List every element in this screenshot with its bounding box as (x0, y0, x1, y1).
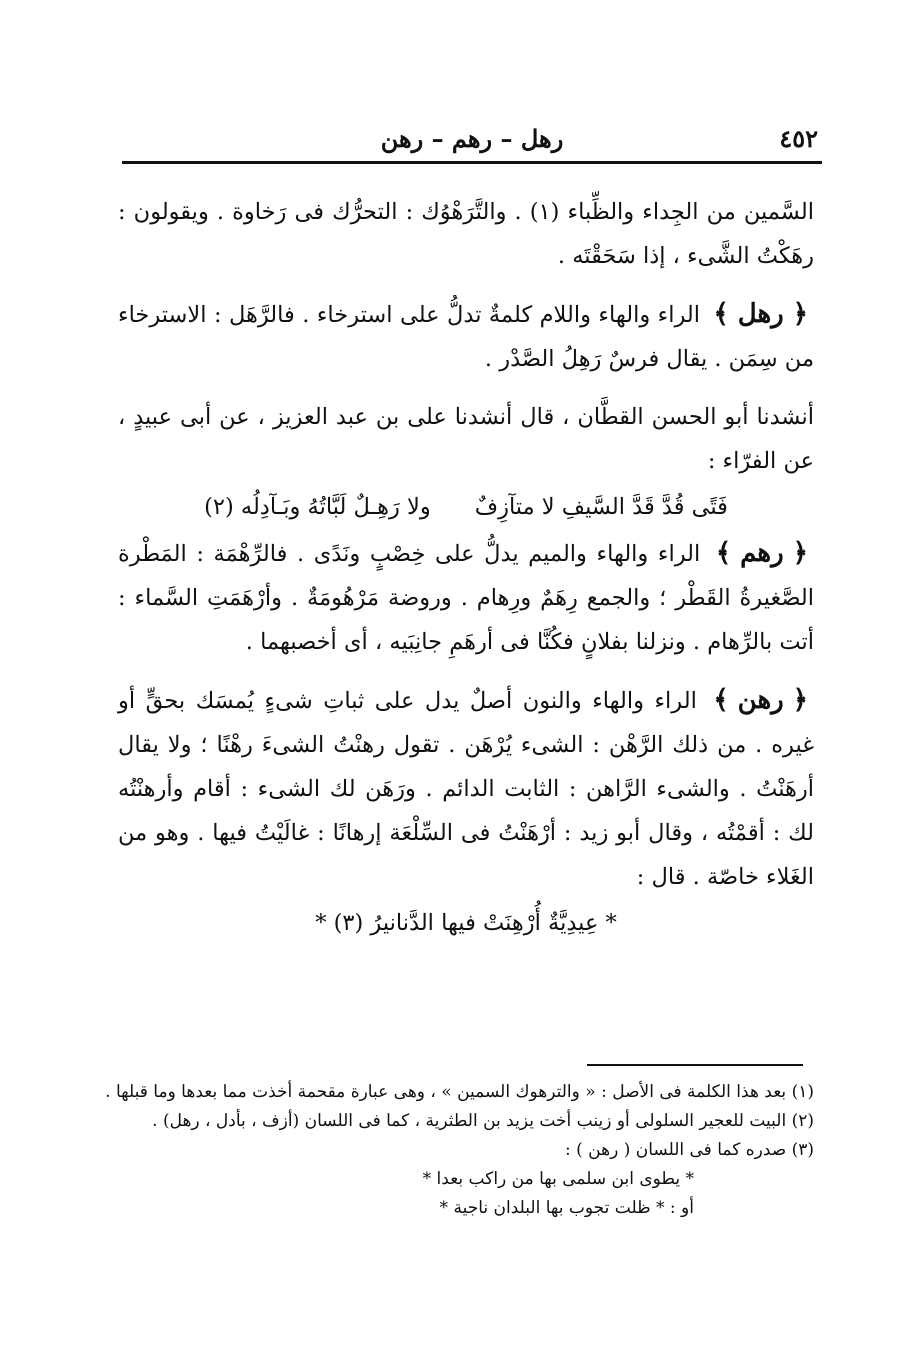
paragraph-3: أنشدنا أبو الحسن القطَّان ، قال أنشدنا على بن عبد العزيز ، عن أبى عبيدٍ ، عن الفرّاء : (118, 404, 814, 474)
entry-heading-rahl: ﴿ رهل ﴾ (713, 299, 808, 329)
page-number: ٤٥٢ (779, 124, 818, 153)
entry-heading-raham: ﴿ رهم ﴾ (715, 538, 808, 568)
entry-rahl-text: الراء والهاء واللام كلمةٌ تدلُّ على استرخاء . فالرَّهَل : الاسترخاء من سِمَن . يقال فرسٌ رَهِلُ الصَّدْر . (118, 302, 814, 372)
footnote-2: (٢) البيت للعجير السلولى أو زينب أخت يزيد بن الطثرية ، كما فى اللسان (أزف ، بأدل ، رهل) . (152, 1111, 814, 1131)
footnote-3: (٣) صدره كما فى اللسان ( رهن ) : (565, 1140, 814, 1160)
running-title: رهل – رهم – رهن (380, 124, 564, 153)
footnote-3-verse-2-line (104, 1194, 814, 1223)
header-rule (122, 161, 822, 164)
verse-1-hemistich-b: ولا رَهِـلٌ لَبَّاتُهُ وبَـآدِلُه (٢) (204, 494, 431, 520)
verse-1-hemistich-a: فَتًى قُدَّ قَدَّ السَّيفِ لا متآزِفٌ (474, 494, 728, 520)
entry-rahn-text: الراء والهاء والنون أصلٌ يدل على ثباتِ شىءٍ يُمسَك بحقٍّ أو غيره . من ذلك الرَّهْن : الشىء يُرْهَن . تقول رهنْتُ الشىءَ رهْنًا ؛ ولا يقال أرهَنْتُ . والشىء الرَّاهن : الثابت الدائم . ورَهَن لك الشىء : أقام وأرهنْتُه لك : أقمْتُه ، وقال أبو زيد : أرْهَنْتُ فى السِّلْعَة إرهانًا : غالَيْتُ فيها . وهو من الغَلاء خاصّة . قال : (118, 688, 814, 890)
entry-raham-text: الراء والهاء والميم يدلُّ على خِصْبٍ ونَدًى . فالرِّهْمَة : المَطْرة الصَّغيرةُ القَطْر ؛ والجمع رِهَمٌ ورِهام . وروضة مَرْهُومَةٌ . وأرْهَمَتِ السَّماء : أتت بالرِّهام . ونزلنا بفلانٍ فكُنَّا فى أرهَمِ جانِبَيه ، أى أخصبهما . (118, 541, 814, 655)
entry-raham (118, 531, 814, 664)
footnote-3-verse-2: * ظلت تجوب بها البلدان ناجية * (439, 1198, 665, 1218)
entry-rahn (118, 678, 814, 899)
paragraph-1: السَّمين من الجِداء والظِّباء (١) . والتَّرَهْوُك : التحرُّك فى رَخاوة . ويقولون : رهَكْتُ الشَّىء ، إذا سَحَقْتَه . (118, 199, 814, 269)
entry-rahl (118, 292, 814, 381)
footnote-1: (١) بعد هذا الكلمة فى الأصل : « والترهوك السمين » ، وهى عبارة مقحمة أخذت مما بعدها وما قبلها . (105, 1082, 814, 1102)
page-header (126, 118, 818, 158)
main-text (118, 190, 814, 947)
footnotes (104, 1078, 814, 1223)
entry-heading-rahn: ﴿ رهن ﴾ (713, 685, 808, 715)
footnote-3-or: أو : (669, 1198, 694, 1218)
verse-2: * عِيدِيَّةٌ أُرْهِنَتْ فيها الدَّنانيرُ (٣) * (315, 910, 617, 936)
footnote-3-verse-1: * يطوى ابن سلمى بها من راكب بعدا * (422, 1169, 694, 1189)
verse-1 (118, 485, 814, 529)
footnote-rule (587, 1064, 803, 1066)
